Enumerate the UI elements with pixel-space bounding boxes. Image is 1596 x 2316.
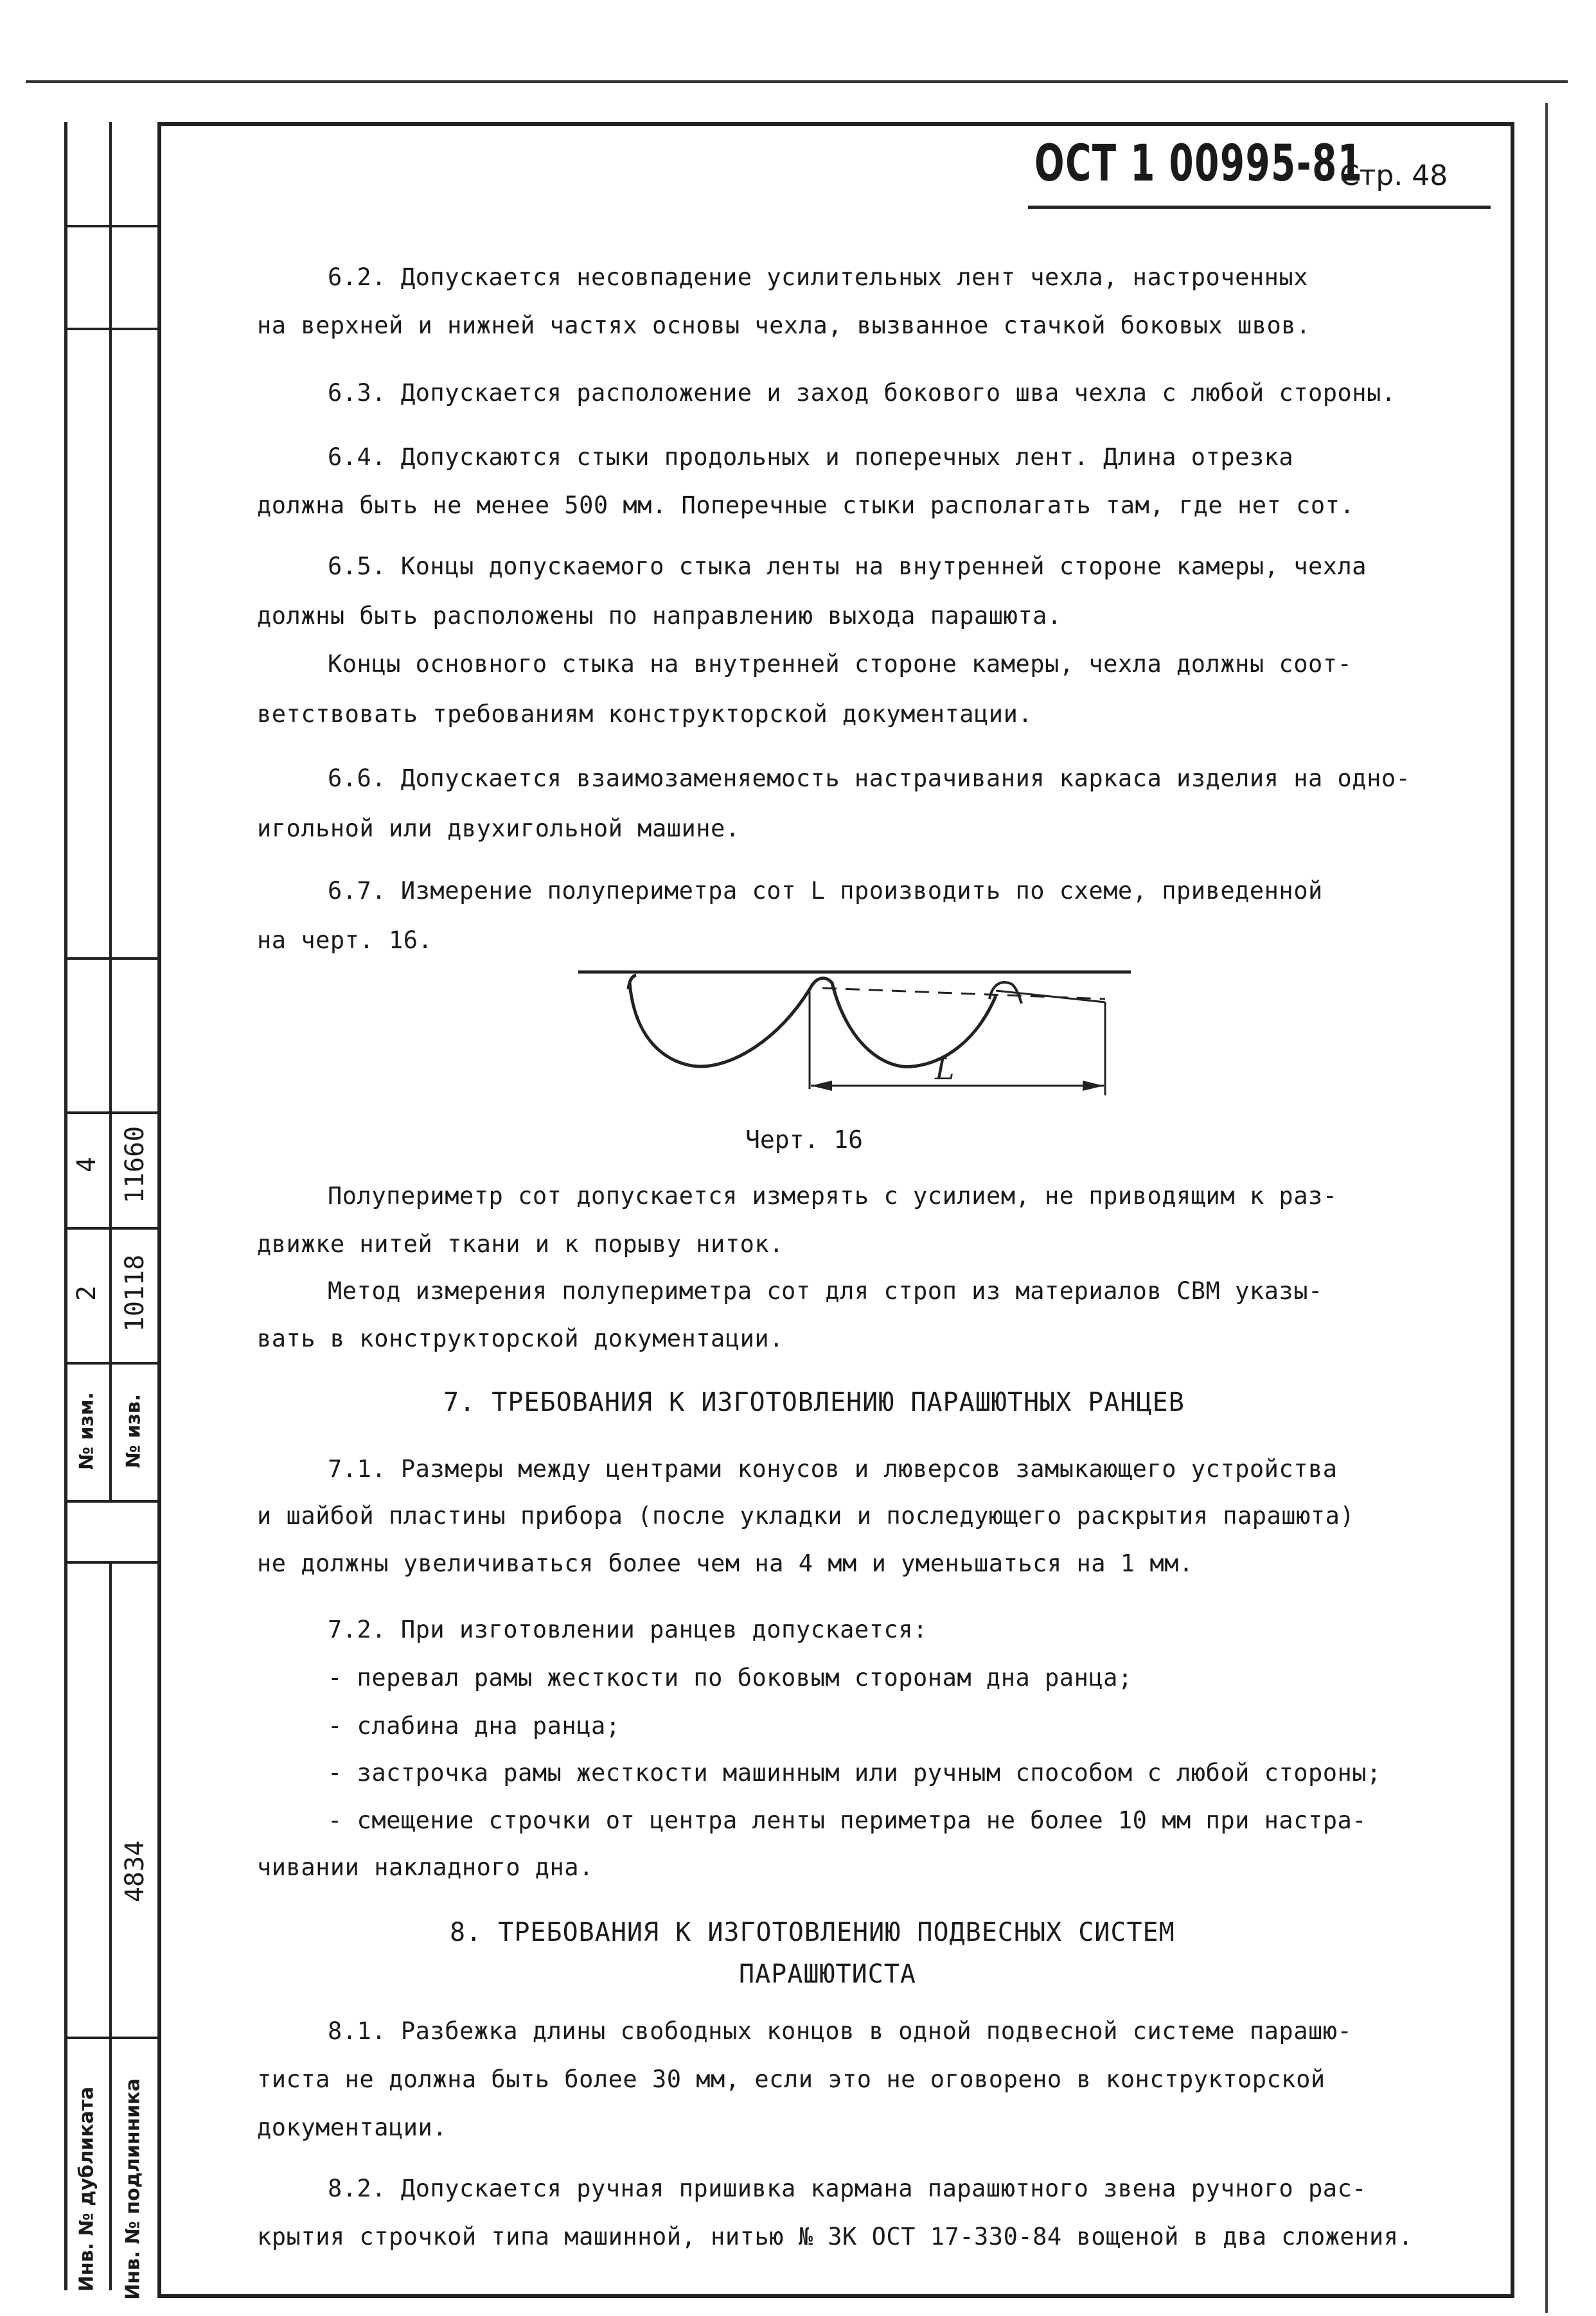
- document-header: [1028, 135, 1491, 209]
- sidebar-row-line: [64, 328, 157, 330]
- section-7-heading: 7. ТРЕБОВАНИЯ К ИЗГОТОВЛЕНИЮ ПАРАШЮТНЫХ РАНЦЕВ: [443, 1388, 1185, 1417]
- list-item: - смещение строчки от центра ленты периметра не более 10 мм при настра-: [328, 1807, 1367, 1834]
- dimension-arrow-left: [811, 1081, 832, 1091]
- text-line: крытия строчкой типа машинной, нитью № 3К ОСТ 17-330-84 вощеной в два сложения.: [257, 2223, 1414, 2250]
- sidebar-row-line: [64, 2037, 157, 2039]
- cell-curve-left: [628, 975, 810, 1066]
- figure-16-diagram: [578, 951, 1157, 1118]
- document-code: ОСТ 1 00995-81: [1034, 135, 1363, 193]
- text-line: на черт. 16.: [257, 926, 433, 954]
- text-line: 6.4. Допускаются стыки продольных и поперечных лент. Длина отрезка: [328, 443, 1294, 471]
- sidebar-row-line: [64, 957, 157, 960]
- text-line: 6.5. Концы допускаемого стыка ленты на внутренней стороне камеры, чехла: [328, 552, 1367, 580]
- sidebar-divider: [109, 1561, 112, 2290]
- text-line: должна быть не менее 500 мм. Поперечные стыки располагать там, где нет сот.: [257, 491, 1355, 519]
- sidebar-row-line: [64, 1227, 157, 1230]
- text-line: не должны увеличиваться более чем на 4 мм и уменьшаться на 1 мм.: [257, 1550, 1194, 1577]
- text-line: Полупериметр сот допускается измерять с усилием, не приводящим к раз-: [328, 1182, 1338, 1210]
- original-inventory-value: 4834: [120, 1840, 150, 1903]
- section-8-heading-cont: ПАРАШЮТИСТА: [739, 1959, 916, 1989]
- page-number: Стр. 48: [1340, 159, 1448, 192]
- label-change-no: № изм.: [75, 1392, 98, 1470]
- text-line: ветствовать требованиям конструкторской документации.: [257, 700, 1033, 728]
- label-notice-no: № изв.: [122, 1393, 145, 1469]
- text-line: 6.7. Измерение полупериметра сот L производить по схеме, приведенной: [328, 877, 1323, 905]
- list-item: - слабина дна ранца;: [328, 1712, 621, 1740]
- change-number-cell: 2: [72, 1285, 102, 1302]
- list-item: - застрочка рамы жесткости машинным или ручным способом с любой стороны;: [328, 1759, 1381, 1787]
- label-duplicate-inventory: Инв. № дубликата: [75, 2086, 98, 2292]
- sidebar-border: [64, 122, 67, 2290]
- text-line: движке нитей ткани и к порыву ниток.: [257, 1230, 784, 1258]
- text-line: 7.2. При изготовлении ранцев допускается:: [328, 1616, 928, 1643]
- text-line: документации.: [257, 2114, 448, 2141]
- top-rule: [26, 80, 1568, 83]
- text-line: должны быть расположены по направлению выхода парашюта.: [257, 602, 1062, 630]
- text-line: вать в конструкторской документации.: [257, 1325, 784, 1352]
- text-line: 7.1. Размеры между центрами конусов и люверсов замыкающего устройства: [328, 1455, 1338, 1483]
- text-line: Метод измерения полупериметра сот для строп из материалов СВМ указы-: [328, 1277, 1323, 1305]
- text-line: на верхней и нижней частях основы чехла, вызванное стачкой боковых швов.: [257, 312, 1311, 339]
- dimension-label: L: [935, 1052, 955, 1086]
- document-number-cell: 11660: [120, 1126, 150, 1204]
- figure-caption: Черт. 16: [745, 1126, 864, 1154]
- sidebar-row-line: [64, 225, 157, 227]
- text-line: 6.2. Допускается несовпадение усилительных лент чехла, настроченных: [328, 263, 1308, 291]
- sidebar-row-line: [64, 1362, 157, 1365]
- text-line: игольной или двухигольной машине.: [257, 815, 740, 842]
- text-line: 6.6. Допускается взаимозаменяемость настрачивания каркаса изделия на одно-: [328, 765, 1411, 792]
- text-line: тиста не должна быть более 30 мм, если это не оговорено в конструкторской: [257, 2065, 1326, 2093]
- dimension-arrow-right: [1083, 1081, 1104, 1091]
- text-line: 8.1. Разбежка длины свободных концов в одной подвесной системе парашю-: [328, 2017, 1352, 2045]
- change-number-cell: 4: [72, 1156, 102, 1173]
- section-8-heading: 8. ТРЕБОВАНИЯ К ИЗГОТОВЛЕНИЮ ПОДВЕСНЫХ СИСТЕМ: [450, 1918, 1175, 1947]
- sidebar-row-line: [64, 1500, 157, 1503]
- sidebar-stamp-table: [64, 122, 157, 2300]
- text-line: 6.3. Допускается расположение и заход бокового шва чехла с любой стороны.: [328, 379, 1396, 407]
- right-rule: [1545, 103, 1548, 2313]
- list-item: - перевал рамы жесткости по боковым сторонам дна ранца;: [328, 1664, 1133, 1692]
- text-line: и шайбой пластины прибора (после укладки и последующего раскрытия парашюта): [257, 1502, 1355, 1530]
- label-original-inventory: Инв. № подлинника: [121, 2078, 145, 2300]
- text-line: Концы основного стыка на внутренней стороне камеры, чехла должны соот-: [328, 650, 1352, 678]
- text-line: 8.2. Допускается ручная пришивка кармана парашютного звена ручного рас-: [328, 2175, 1367, 2202]
- sidebar-row-line: [64, 1561, 157, 1564]
- measure-tangent-line: [996, 991, 1105, 1002]
- text-line: чивании накладного дна.: [257, 1853, 594, 1881]
- document-number-cell: 10118: [120, 1254, 150, 1332]
